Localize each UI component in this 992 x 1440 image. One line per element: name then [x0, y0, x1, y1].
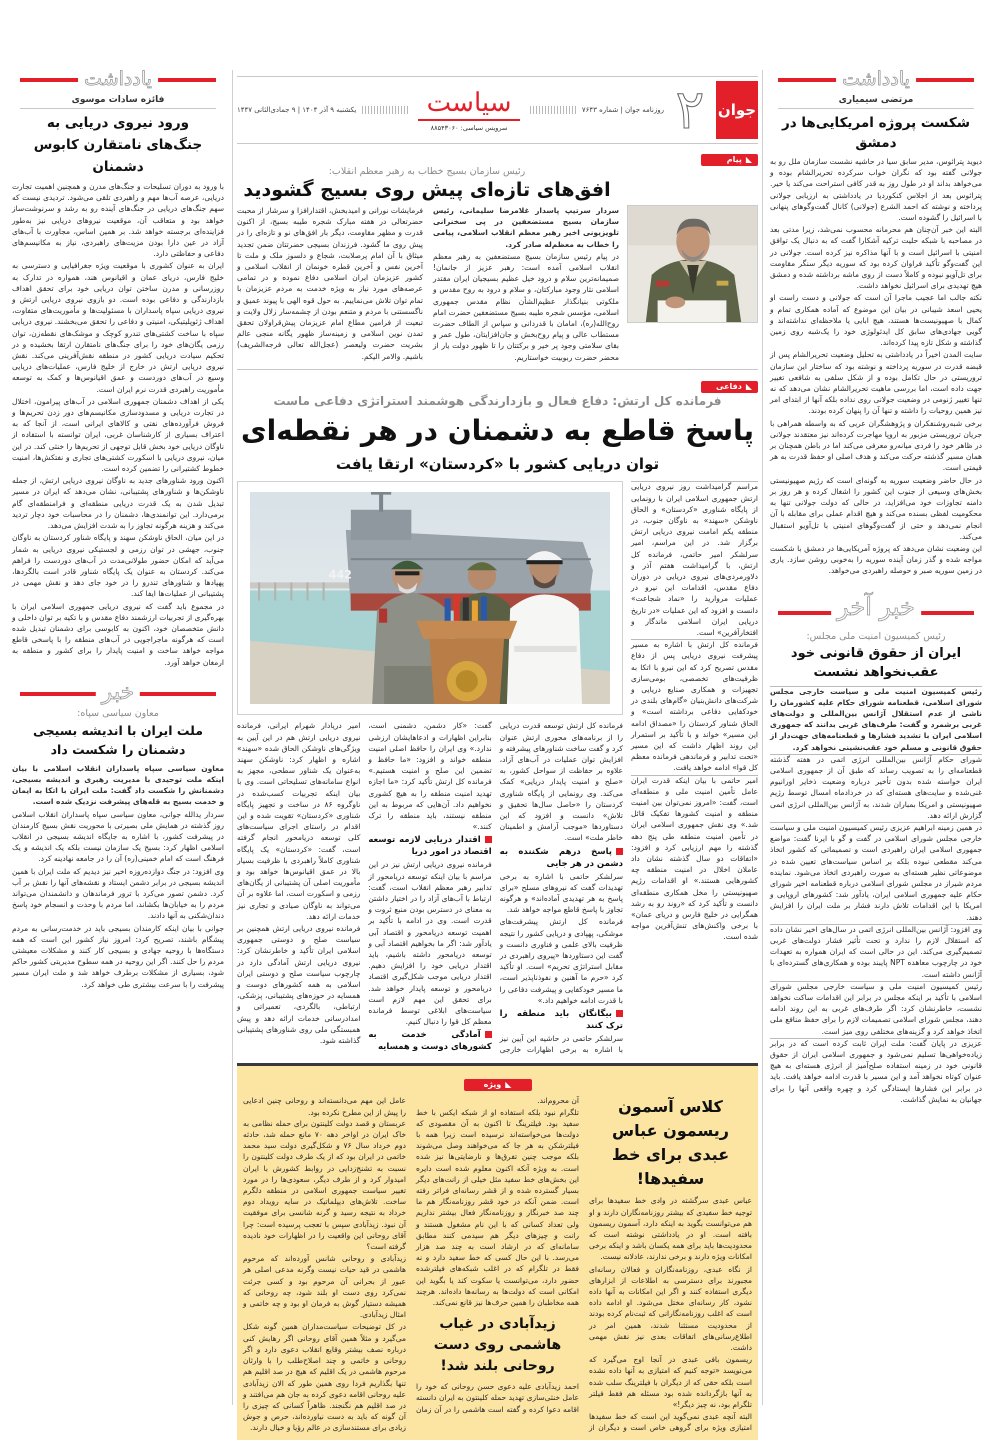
main-below-columns: [237, 720, 623, 1055]
paragraph: احمد زیدآبادی علیه دعوی حسن روحانی که خود را عامل خنثی‌سازی تهدید حمله کلینتون به ایران دانسته اقامه دعوا کرده و گفته است هاشمی را در آن زمان عامل این مهم می‌دانسته‌اند و روحانی چنین ادعایی را پیش از این مطرح نکرده بود.: [243, 1096, 579, 1414]
paragraph: در پیام رئیس سازمان بسیج مستضعفین به رهبر معظم انقلاب اسلامی آمده است: رهبر عزیز از جانمان! صمیمانه‌ترین سلام و درود خیل عظیم بسیجیان ایران مقتدر اسلامی نثار وجود مبارکتان، و سلام و درود به روح مقدس و ملکوتی بنیانگذار عظیم‌الشأن نظام مقدس جمهوری اسلامی، مؤسس شجره طیبه بسیج مستضعفین حضرت امام روح‌الله(ره)، امامان با قدردانی و سپاس از الطاف حضرت مستطاب عالی و پیام روح‌بخش و جان‌افزایتان، طول عمر و بقای سلامتی وجود پر خیر و برکتتان را تا ظهور دولت یار از محضر حضرت ربوبیت خواستاریم.: [433, 251, 619, 362]
arrow-icon: ◣: [745, 155, 752, 164]
section-label: یادداشت: [836, 66, 916, 92]
tag-label: پیام: [726, 155, 742, 164]
section-label: خبر: [96, 680, 140, 706]
portrait-image: [628, 206, 757, 322]
right-note-body: [770, 156, 982, 577]
subheading: بیگانگان باید منطقه را ترک کنند: [499, 1009, 623, 1032]
paragraph: تلگرام نبود بلکه استفاده او از شبکه ایکس با خط سفید بود. فیلترینگ تا اکنون به آن مقصودی که دولت‌ها می‌خواسته‌اند نرسیده است زیرا همه با فیلترشکن به هر جا که می‌خواهند وصل می‌شوند بلکه موجب چنین تفرق‌ها و نارضایتی‌ها نیز شده است. به ویژه آنکه اکنون معلوم شده است دایره این بخش‌های خط سفید مثل خیلی از رانت‌های دیگر بسیار گسترده شده و از قشر رسانه‌ای فراتر رفته است. ضمن آنکه در خود قشر روزنامه‌نگار هم ما چند صد خبرنگار و روزنامه‌نگار فعال بیشتر نداریم ولی تعداد کسانی که با این نام مشغول هستند و رانت و چیزهای دیگر هم سیدمی کنند مطابق سامانه‌ای که در ارشاد است به چند صد هزار می‌رسد. با این حال کسی که خط سفید دارد و نه فقط در تلگرام که در اغلب شبکه‌های فیلترشده حضور دارد، می‌توانست یا سکوت کند یا بگوید این امکانی است که دولت‌ها به رسانه‌ها داده‌اند. هرچند همه مخاطبان را همین حرف‌ها نیز قانع نمی‌کند.: [416, 1107, 579, 1308]
column-divider: [232, 70, 233, 1405]
special-story-1-continued: [416, 1107, 579, 1309]
paragraph: برخی شبه‌روشنفکران و پژوهشگران عربی که به واسطه همراهی با جریان تروریستی مزبور به اروپا مهاجرت کرده‌اند نیز معتقدند جولانی در ظاهر خود را فردی میانه‌رو معرفی می‌کند اما در باطن همچنان بر همان مسیر گذشته حرکت می‌کند و هدف اصلی او حفظ قدرت به هر قیمتی است.: [770, 418, 982, 473]
section-label: خبر آخر: [831, 589, 921, 625]
left-news-body: [12, 763, 224, 990]
issue-info: روزنامه جوان | شماره ۷۶۴۳: [581, 106, 664, 114]
masthead: [237, 76, 758, 144]
main-kicker: فرمانده کل ارتش: دفاع فعال و بازدارندگی هوشمند استراتژی دفاعی ماست: [273, 394, 722, 409]
paragraph: در این میان، الحاق ناوشکن سهند و پایگاه شناور کردستان به ناوگان جنوب، جهشی در توان رزمی و لجستیکی نیروی دریایی به شمار می‌آید که امکان حضور طولانی‌مدت در آب‌های دوردست را فراهم می‌کند. کردستان به عنوان یک پایگاه شناور قادر است بالگردها، پهپادها و شناورهای تندرو را در خود جای دهد و نقش مهمی در پشتیبانی از عملیات‌ها ایفا کند.: [12, 533, 224, 599]
lead-paragraph: رئیس کمیسیون امنیت ملی و سیاست خارجی مجلس شورای اسلامی، قطعنامه شورای حکام علیه کشورمان را ناشی از عدم استقلال آژانس بین‌المللی و دولت‌های غربی برشمرد و گفت: طرف‌های غربی بدانند که جمهوری اسلامی ایران با تشدید فشارها و قطعنامه‌های جهت‌دار از حقوق قانونی و مسلم خود عقب‌نشینی نخواهد کرد.: [770, 686, 982, 752]
paragraph: در حال حاضر وضعیت سوریه به گونه‌ای است که رژیم صهیونیستی بخش‌های وسیعی از جنوب این کشور را اشغال کرده و هر روز بر دامنه تجاوزات خود می‌افزاید، در حالی که دولت جولانی تنها به محکومیت لفظی بسنده می‌کند و هیچ اقدام عملی برای مقابله با آن انجام نمی‌دهد و حتی از گفت‌وگوهای امنیتی با تل‌آویو استقبال می‌کند.: [770, 475, 982, 541]
special-box: [237, 1063, 758, 1439]
special-headline-1: کلاس آسمون ریسمون عباس عبدی برای خط سفیدها!: [611, 1097, 730, 1189]
paragraph: شورای حکام آژانس بین‌المللی انرژی اتمی در هفته گذشته قطعنامه‌ای را به تصویب رساند که طبق آن از جمهوری اسلامی ایران خواسته شده بدون تأخیر درباره وضعیت ذخایر اورانیوم غنی‌شده و سایت‌های هسته‌ای که در خردادماه امسال توسط رژیم صهیونیستی و امریکا بمباران شدند، به آژانس بین‌المللی انرژی اتمی گزارش ارائه دهد.: [770, 754, 982, 820]
lead-paragraph: سردار سرتیپ پاسدار غلامرضا سلیمانی، رئیس سازمان بسیج مستضعفین در پی سخنرانی تلویزیونی اخیر رهبر معظم انقلاب اسلامی، پیامی را خطاب به معظم‌له صادر کرد.: [433, 206, 619, 249]
leader-photo: [627, 205, 758, 323]
arrow-icon: ◣: [745, 382, 752, 392]
right-news-kicker: رئیس کمیسیون امنیت ملی مجلس:: [806, 630, 946, 642]
right-note-headline: شکست پروژه امریکایی‌ها در دمشق: [781, 115, 971, 151]
paragraph: امیر حاتمی با بیان اینکه قدرت ایران عامل تأمین امنیت ملی و منطقه‌ای است، گفت: «امروز نمی‌توان بین امنیت منطقه و امنیت کشورها تفکیک قائل شد.» وی نقش جمهوری اسلامی ایران در تأمین امنیت منطقه طی پنج دهه گذشته را مهم ارزیابی کرد و افزود: «اتفاقات دو سال گذشته نشان داد عاملان اخلال در امنیت منطقه چه کشورهایی هستند.» او اقدامات رژیم صهیونیستی را مخل همکاری منطقه‌ای دانست و تأکید کرد که «روند رو به رشد همگرایی در خلیج فارس و دریای عمان» با برخی واکنش‌های تنش‌آفرین مواجه شده است.: [631, 775, 758, 942]
paragraph: در همین زمینه ابراهیم عزیزی رئیس کمیسیون امنیت ملی و سیاست خارجی مجلس شورای اسلامی در گفت و گو با ایرنا گفت: مواضع جمهوری اسلامی ایران راهبردی است و تصمیماتی که کشور اتخاذ می‌کند مقطعی نبوده بلکه بر اساس سیاست‌های تعیین شده در موضوعاتی نظیر هسته‌ای به صورت راهبردی اتخاذ می‌شود. نماینده مردم شیراز در مجلس شورای اسلامی درباره قطعنامه اخیر شورای حکام علیه جمهوری اسلامی ایران، یادآور شد: کشورهای اروپایی و امریکا با این اقدامات تلاش دارند فشار بر ملت ایران را افزایش دهند.: [770, 822, 982, 922]
section-logo: [414, 87, 524, 133]
paragraph: سردار یدالله جوانی، معاون سیاسی سپاه پاسداران انقلاب اسلامی روز گذشته در همایش ملی بصیرتی با محوریت نقش بسیج کارمندان در پیشرفت کشور، با اشاره به جایگاه اندیشه بسیجی در انقلاب اسلامی اظهار کرد: بسیج یک سازمان نیست بلکه یک اندیشه و یک فرهنگ است که امام خمینی(ره) آن را در جامعه نهادینه کرد.: [12, 809, 224, 864]
decorative-bars: [362, 106, 408, 114]
paragraph: عباس عبدی سرگشته در وادی خط سفیدها برای توجیه خط سفیدی که بیشتر روزنامه‌نگاران دارند و او هم می‌توانست بگوید به اینکه دارد، آسمون ریسمون بافته است. او در یادداشتی نوشته است که محدودیت‌ها باید برای همه یکسان باشد و اینکه برخی امکانات ویژه دارند و برخی ندارند، عادلانه نیست.: [589, 1196, 752, 1262]
issue-date: یکشنبه ۹ آذر ۱۴۰۴ | ۹ جمادی‌الثانی ۱۴۴۷: [237, 106, 357, 114]
paragraph: با ورود به دوران تسلیحات و جنگ‌های مدرن و همچنین اهمیت تجارت دریایی، عرصه آب‌ها مهم و راهبردی تلقی می‌شود. تردیدی نیست که سهم جنگ‌های دریایی در جنگ‌های آینده رو به رشد و سرنوشت‌ساز خواهد بود و متعاقب آن، موقعیت نیروهای دریایی نیز به‌طور فزاینده‌ای برجسته خواهد شد. بر همین اساس، مجاورت با آب‌های آزاد در عین دارا بودن مزیت‌های راهبردی، نیاز به مکانیسم‌های دفاعی و حفاظتی دارد.: [12, 182, 224, 259]
lead-paragraph: معاون سیاسی سپاه پاسداران انقلاب اسلامی با بیان اینکه ملت توحیدی با مدیریت رهبری و اندیشه بسیجی، دشمنانش را شکست داد گفت: ملت ایران با اتکا به ایمان و خدمت بسیج به قله‌های پیشرفت نزدیک شده است.: [12, 763, 224, 807]
navy-ceremony-photo: [237, 481, 623, 715]
main-side-column: [631, 481, 758, 943]
paragraph: سرلشکر حاتمی در حاشیه این آیین نیز با اشاره به برخی اظهارات خارجی گفت: «کار دشمن، دشمنی است، بنابراین اظهارات و ادعاهایشان ارزشی ندارد.» وی ایران را حافظ اصلی امنیت منطقه خواند و افزود: «ما حافظ و تضمین این صلح و امنیت هستیم.» فرمانده کل ارتش تأکید کرد: «ما اجازه تهدید امنیت منطقه را به هیچ کشوری نخواهیم داد. آن‌هایی که مربوط به این منطقه نیستند، باید منطقه را ترک کنند.»: [368, 721, 623, 1055]
special-headline-2: زیدآبادی در غیاب هاشمی روی دست روحانی بلند شد!: [433, 1316, 562, 1375]
left-note-header: [8, 66, 228, 92]
paragraph: جوانی با بیان اینکه کارمندان بسیجی باید در خدمت‌رسانی به مردم پیشگام باشند، تصریح کرد: امروز نیاز کشور این است که همه دستگاه‌ها با روحیه جهادی و بسیجی کار کنند و مشکلات معیشتی مردم را حل کنند. اگر این روحیه در همه سطوح مدیریتی کشور حاکم شود، بسیاری از مشکلات برطرف خواهد شد و ملت ایران مسیر پیشرفت را با سرعت بیشتری طی خواهد کرد.: [12, 923, 224, 989]
main-subheadline: توان دریایی کشور با «کردستان» ارتقا یافت: [335, 455, 660, 474]
paragraph: فرمانده کل ارتش پیشرفت‌های موشکی، پهپادی و دریایی کشور را نتیجه ظرفیت بالای علمی و فناوری دانست و گفت این دستاوردها «پیروی راهبردی در مقابل استراتژی تحریم» است. او تأکید کرد «حرم ما آهنین و نفوذناپذیر است، ما مسیر خودکفایی و پیشرفت دفاعی را با قدرت ادامه خواهیم داد.»: [499, 917, 623, 1005]
paragraph: سرلشکر حاتمی با اشاره به برخی تهدیدات گفت که نیروهای مسلح «برای پاسخ به هر تهدیدی آماده‌اند» و هرگونه تجاوز با پاسخ قاطع مواجه خواهد شد.: [499, 871, 623, 915]
paragraph: وی افزود: آژانس بین‌المللی انرژی اتمی در سال‌های اخیر نشان داده که استقلال لازم را ندارد و تحت تأثیر فشار دولت‌های غربی تصمیم‌گیری می‌کند. این در حالی است که ایران همواره به تعهدات خود در چارچوب معاهده NPT پایبند بوده و همکاری‌های گسترده‌ای با آژانس داشته است.: [770, 924, 982, 979]
main-article: [237, 370, 758, 1055]
basij-body: [237, 205, 619, 363]
paragraph: رئیس کمیسیون امنیت ملی و سیاست خارجی مجلس شورای اسلامی با تأکید بر اینکه مجلس در برابر این اقدامات ساکت نخواهد نشست، خاطرنشان کرد: اگر طرف‌های غربی به این روند ادامه دهند، مجلس شورای اسلامی تصمیمات لازم را برای حفظ منافع ملی اتخاذ خواهد کرد و گزینه‌های مختلفی روی میز است.: [770, 981, 982, 1036]
left-note-body: [12, 181, 224, 668]
paragraph: ریسمون بافی عبدی در آنجا اوج می‌گیرد که می‌نویسد «توجه کنیم که امتیازی به آنها داده نشده است بلکه حقی که از دیگران با فیلترینگ سلب شده به آنها بازگردانده شده بود مسئله هم فقط فیلتر تلگرام بود، نه چیز دیگر!»: [589, 1355, 752, 1410]
main-headline: پاسخ قاطع به دشمنان در هر نقطه‌ای: [240, 414, 755, 448]
paragraph: فرمانده کل ارتش با اشاره به مسیر پیشرفت نیروی دریایی پس از دفاع مقدس تصریح کرد که این نیرو با اتکا به ظرفیت‌های تخصصی، بومی‌سازی تجهیزات و همکاری صنایع دریایی و شرکت‌های دانش‌بنیان «گام‌های بلندی در خودکفایی دفاعی برداشته است» و الحاق شناور کردستان را «مصداق ادامه این مسیر» خواند و با تأکید بر استمرار این روند اظهار داشت که این مسیر «تحت تدابیر و فرماندهی فرمانده معظم کل قوا» ادامه خواهد یافت.: [631, 640, 758, 773]
section-tag: [701, 154, 758, 166]
left-sidebar: [8, 66, 228, 991]
divider: [778, 108, 974, 109]
paragraph: دیوید پترائوس، مدیر سابق سیا در حاشیه نشست سازمان ملل رو به جولانی گفته بود که نگران خواب سرکرده تحریرالشام بوده و می‌خواهد بداند او در طول روز به قدر کافی استراحت می‌کند یا خیر. پترائوس بعد از اجلاس کنکوردیا در یادداشتی به ارزیابی جولانی پرداخته و نوشته که احمد الشرع (جولانی) کانال گفت‌وگوهای پنهانی با اسرائیل را گشوده است.: [770, 157, 982, 223]
paragraph: مراسم گرامیداشت روز نیروی دریایی ارتش جمهوری اسلامی ایران با رونمایی از پایگاه شناوری «کردستان» و الحاق ناوشکن «سهند» به ناوگان جنوب، در منطقه یکم امامت نیروی دریایی ارتش برگزار شد. در این مراسم، امیر سرلشکر امیر حاتمی، فرمانده کل ارتش، با گرامیداشت هفتم آذر و دلاورمردی‌های نیروی دریایی در دوران دفاع مقدس، اقدامات این نیرو در عملیات مروارید را «نماد شجاعت» دانست و افزود که این عملیات «در تاریخ دریایی ایران اسلامی ماندگار و افتخارآفرین» است.: [631, 482, 758, 637]
paragraph: وی افزود: در جنگ دوازده‌روزه اخیر نیز دیدیم که ملت ایران با همین اندیشه بسیجی در برابر دشمن ایستاد و نقشه‌های آنها را نقش بر آب کرد. دشمن تصور می‌کرد با ترور فرماندهان و دانشمندان می‌تواند مردم را به خیابان‌ها بکشاند، اما مردم با وحدت و انسجام خود پاسخ دندان‌شکنی به آنها دادند.: [12, 866, 224, 921]
main-side-continued: [500, 720, 623, 915]
decorative-bars: [530, 106, 576, 114]
basij-headline: افق‌های تازه‌ای پیش روی بسیج گشودید: [243, 179, 611, 201]
paragraph: البته این خبر آن‌چنان هم محرمانه محسوب نمی‌شد، زیرا مدتی بعد در مصاحبه با شبکه حلیت ترکیه آشکارا گفت که به دنبال یک توافق امنیتی با اسرائیل است و با آنها مذاکره نیز کرده است. جولانی در این گفت‌وگو تأکید فراوان کرده بود که سوریه دیگر سنگر مقاومت برای تل‌آویو نبوده و کاملاً دست از روی ماشه برداشته شده و دمشق هیچ تهدیدی برای اسرائیل نخواهد داشت.: [770, 225, 982, 291]
paragraph: این وضعیت نشان می‌دهد که پروژه آمریکایی‌ها در دمشق با شکست مواجه شده و گذر زمان آینده سوریه را به‌خوبی روشن سازد. یاری در زمین سوریه صبر و حوصله راهبردی می‌خواهد.: [770, 543, 982, 576]
subheading: پاسخ درهم شکننده به دشمن در هر جایی: [499, 846, 623, 869]
paragraph: در کل توضیحات سیاست‌مداران همین گونه شکل می‌گیرد و مثلاً همین آقای روحانی اگر رهایش کنی درباره نصف بیشتر وقایع انقلاب دعوی دارد و اگر روحانی و خاتمی و چند اصلاح‌طلب را با وارثان مرحوم هاشمی در یک اقلیم که هیچ در صد اقلیم هم تنها بگذاریم فردا روی همین طور که الان زیدآبادی علیه روحانی اقامه دعوی کرده به جان هم می‌افتند و در صد اقلیم هم نگنجند. ظاهراً کسانی که چیزی را آن گونه که باید به دست نیاورده‌اند، حرص و جوش زیادی برای مستندسازی در عالم رؤیا و خیال دارند.: [243, 1322, 406, 1433]
author-name: فائزه سادات موسوی: [71, 95, 165, 105]
paragraph: ایران به عنوان کشوری با موقعیت ویژه جغرافیایی و دسترسی به خلیج فارس، دریای عمان و اقیانوس هند، همواره در تدارک به روزرسانی و مدرن ساختن توان دریایی خود برای تحقق اهداف بازدارندگی و دفاعی بوده است. دو بازوی نیروی دریایی ارتش و نیروی دریایی سپاه پاسداران با مسئولیت‌ها و مأموریت‌های متفاوت، اهداف ژئوپلیتیکی، امنیتی و دفاعی را تحقق می‌بخشند. نیروی دریایی سپاه با ساخت کشتی‌های تندرو کوچک و موشک‌های نقطه‌زن، توان رزمی یگان‌های خود را برای جنگ‌های نامتقارن ارتقا بخشیده و در تحکیم سیادت دریایی کشور در منطقه نقش‌آفرینی می‌کند. نقش نیروی دریایی ارتش در خارج از خلیج فارس، عملیات‌های دریایی وسیع در آب‌های دوردست و عمق اقیانوس‌ها و کمک به توسعه مأموریت راهبردی قدرت نرم ایران است.: [12, 261, 224, 394]
paragraph: فرمانده نیروی دریایی ارتش نیز در این مراسم با بیان اینکه توسعه دریامحور از تدابیر رهبر معظم انقلاب است، گفت: ارتباط با آب‌های آزاد را در اختیار داشتن به معنای در دسترس بودن منبع ثروت و قدرت است. وی در ادامه با تأکید بر اهمیت توسعه دریامحور و اقتصاد آبی یادآور شد: اگر ما بخواهیم اقتصاد آبی و توسعه دریامحور داشته باشیم، باید اقتدار دریایی خود را افزایش دهیم. اقتدار دریایی موجب شکل‌گیری اقتصاد دریامحور و توسعه پایدار خواهد شد. برای تحقق این مهم لازم است سیاست‌های ابلاغی توسط فرمانده معظم کل قوا را دنبال کنیم.: [368, 860, 492, 1027]
section-label: یادداشت: [78, 66, 158, 92]
right-news-headline: ایران از حقوق قانونی خود عقب‌نخواهد نشست: [790, 645, 962, 680]
paragraph: زیدآبادی و روحانی شانس آورده‌اند که مرحوم هاشمی در قید حیات نیست وگرنه مدعی اصلی هر عبور از بحرانی آن مرحوم بود و کسی جرئت نمی‌کرد روی دست او بلند شود، چه روحانی که همیشه دستیار گوش به فرمان او بود و چه خاتمی و امثال زیدآبادی.: [243, 1254, 406, 1320]
left-note-headline: ورود نیروی دریایی به جنگ‌های نامتقارن کابوس دشمنان: [33, 115, 203, 175]
newspaper-logo: [716, 81, 758, 139]
special-columns: [243, 1095, 752, 1433]
right-sidebar: [766, 66, 986, 1106]
ship-number: 442: [328, 568, 352, 582]
divider: [20, 108, 216, 109]
paragraph: سایت المدن اخیراً در یادداشتی به تحلیل وضعیت تحریرالشام پس از قبضه قدرت در سوریه پرداخته و نوشته بود که ساختار این سازمان تروریستی در حال تکامل بوده و از شکل سلفی به شافعی تغییر جهت داده است، اما بررسی ماهیت تحریرالشام نشان می‌دهد که نه تنها تغییر ژنومی در وضعیت جولانی روی نداده بلکه آنها از ابتدای امر نیز همین روحیات را داشته و تنها آن را پنهان کرده بودند.: [770, 350, 982, 416]
logo-flourish: [418, 119, 520, 121]
left-news-header: [8, 680, 228, 706]
special-story-3-body: [243, 1118, 406, 1434]
subheading: اقتدار دریایی لازمه توسعه اقتصاد در امور دریا: [368, 835, 492, 858]
basij-article: [237, 144, 758, 363]
paragraph: فرمانده نیروی دریایی ارتش همچنین بر سیاست صلح و دوستی جمهوری اسلامی ایران تأکید و خاطرنشان کرد: نیروی دریایی ارتش آمادگی دارد در چارچوب سیاست صلح و دوستی ایران اسلامی به همه کشورهای دوست و همسایه در حوزه‌های پشتیبانی، پزشکی، ارتباطی، بالگردی، تعمیراتی و امدادرسانی خدمات ارائه دهد و پیش همبستگی ملی روی شناورهای پشتیبانی گذاشته شود.: [237, 924, 361, 1046]
paragraph: در مجموع باید گفت که نیروی دریایی جمهوری اسلامی ایران با بهره‌گیری از تجربیات ارزشمند دفاع مقدس و با تکیه بر توان داخلی و دانش متخصصان خود، اکنون به کابوسی برای دشمنان تبدیل شده است که هرگونه ماجراجویی در آب‌های منطقه را با پاسخی قاطع مواجه خواهد ساخت و امنیت پایدار را برای کشور و منطقه به ارمغان خواهد آورد.: [12, 601, 224, 667]
paragraph: نکته جالب اما عجیب ماجرا آن است که جولانی و دست راست او یحیی اسعد شیبانی در بیان این موضوع که آماده همکاری تمام و کمال با صهیونیست‌ها هستند، هیچ ابایی یا ملاحظه‌ای نداشته‌اند و گویی جهادی‌های سابق کل ایدئولوژی خود را یک‌شبه روی زمین گذاشته و شکل تازه پیدا کرده‌اند.: [770, 293, 982, 348]
tag-label: دفاعی: [715, 382, 742, 392]
logo-text: جوان: [717, 101, 757, 119]
paragraph: عزیزی در پایان گفت: ملت ایران ثابت کرده است که در برابر زیاده‌خواهی‌ها تسلیم نمی‌شود و جمهوری اسلامی ایران از حقوق قانونی خود در زمینه استفاده صلح‌آمیز از انرژی هسته‌ای به هیچ عنوان کوتاه نخواهد آمد و این مسیر با قدرت ادامه خواهد یافت. باید در برابر این فشارها ایستادگی کرد و چهره واقعی آنها را برای جهانیان به نمایش گذاشت.: [770, 1038, 982, 1104]
center-column: [237, 76, 758, 1440]
paragraph: اکنون ورود شناورهای جدید به ناوگان نیروی دریایی ارتش، از جمله ناوشکن‌ها و شناورهای پشتیبانی، نشان می‌دهد که ایران در مسیر تبدیل شدن به یک قدرت دریایی منطقه‌ای و فرامنطقه‌ای گام برمی‌دارد. این توانمندی‌ها، دشمنان را در محاسبات خود دچار تردید می‌کند و هزینه هرگونه تجاوز را به شدت افزایش می‌دهد.: [12, 476, 224, 531]
paragraph: عربستان و قصد دولت کلینتون برای حمله نظامی به خاک ایران در اواخر دهه ۷۰ مانع حمله شد، حادثه دوم خرداد سال ۷۶ و شکل‌گیری دولت سید محمد خاتمی در ایران بود که از یک طرف دولت کلینتون را نسبت به تشنج‌زدایی در روابط کشورش با ایران امیدوار کرد و از طرف دیگر، سعودی‌ها را در مورد تغییر سیاست جمهوری اسلامی در منطقه دلگرم ساخت. تلاش‌های دیپلماتیک در سایه رویداد دوم خرداد به نتیجه رسید و گرنه شانسی برای موفقیت آن نبود. زیدآبادی سپس با تعجب پرسیده است: چرا آقای روحانی این واقعیت را در اظهارات خود نادیده گرفته است؟: [243, 1118, 406, 1252]
subheading: آمادگی خدمت به کشورهای دوست و همسایه: [368, 1030, 492, 1053]
paragraph: یکی از اهداف دشمنان جمهوری اسلامی در آب‌های پیرامون، اختلال در تجارت دریایی و مسدودسازی مکانیسم‌های دور زدن تحریم‌ها و فروش فرآورده‌های نفتی و کالاهای ایرانی است، از آنجا که به اعتراف بسیاری از کارشناسان غربی، ایران توانسته با استفاده از ناوگان دریایی خود بخش قابل توجهی از تحریم‌ها را خنثی کند. در این میان، نیروی دریایی با اسکورت کشتی‌های تجاری و نفتکش‌ها، امنیت خطوط کشتیرانی را تضمین کرده است.: [12, 396, 224, 474]
basij-kicker: رئیس سازمان بسیج خطاب به رهبر معظم انقلاب:: [328, 166, 526, 177]
paragraph: فرمایشات نورانی و امیدبخش، اقتدارافزا و سرشار از محبت حضرتعالی در هفته مبارک شجره طیبه بسیج، از اکنون قدرت و مظهر مقاومت، دیگر بار افق‌های نو و تازه‌ای را در پیش روی ما گشود. فرزندان بسیجی حضرتتان ضمن تجدید میثاق با آن امام پرصلابت، شجاع و دلسوز ملک و ملت تا آخرین نفس و آخرین قطره خونمان از انقلاب اسلامی و کشور عزیزمان ایران اسلامی دفاع نموده و در تمامی عرصه‌های مورد نیاز به ویژه خدمت به مردم عزیزمان با تمام توان تلاش می‌نماییم. به حول قوه الهی با پیوند عمیق و ناگسستنی با مردم و متنعم بودن از چشمه‌سار زلال ولایت و تبعیت از فرامین مطاع امام عزیزمان پیش‌قراولان تحقق تمدن نوین اسلامی و زمینه‌ساز ظهور یگانه منجی عالم بشریت حضرت ولیعصر (عجل‌الله تعالی فرجه‌الشریف) باشیم. والامر الیکم.: [237, 206, 423, 361]
left-news-headline: ملت ایران با اندیشه بسیجی دشمنان را شکست داد: [33, 722, 203, 757]
tag-label: ویژه: [483, 1080, 502, 1090]
paragraph: البته آنچه عبدی نمی‌گوید این است که خط سفیدها امتیازی ویژه برای گروهی خاص است و دیگران از آن محروم‌اند.: [537, 1096, 752, 1433]
paragraph: امیر دریادار شهرام ایرانی، فرمانده نیروی دریایی ارتش هم در این آیین به ویژگی‌های ناوشکن الحاق شده «سهند» اشاره و اظهار کرد: ناوشکن سهند به‌عنوان یک شناور سطحی، مجهز به انواع سامانه‌های تسلیحاتی است. وی با بیان اینکه تجربیات کسب‌شده در ناوگروه ۸۶ در ساخت و تجهیز پایگاه شناوری «کردستان» تقویت شده و این اقدام در راستای اجرای سیاست‌های کلی توسعه دریامحور انجام گرفته است، گفت: «کردستان» یک پایگاه شناوری کاملاً راهبردی با ظرفیت بسیار بالا در عمق اقیانوس‌ها خواهد بود و مأموریت اصلی آن پشتیبانی از یگان‌های رزمی و اسکورت است، اما علاوه بر آن می‌تواند به ناوگان صیادی و تجاری نیز خدمات ارائه دهد.: [237, 721, 361, 921]
section-tag: [701, 381, 758, 393]
section-title: سیاست: [426, 88, 512, 118]
right-news-header: [766, 589, 986, 627]
special-tag: [464, 1079, 532, 1091]
service-phone: سرویس سیاسی: ۸۸۵۴۳۰۶۰: [430, 124, 508, 132]
right-news-body: [770, 686, 982, 1106]
column-divider: [762, 70, 763, 1405]
ceremony-image: [250, 492, 610, 704]
page-number: ۲: [675, 78, 705, 141]
right-note-header: [766, 66, 986, 92]
paragraph: فرمانده کل ارتش توسعه قدرت دریایی را از برنامه‌های محوری ارتش عنوان کرد و گفت ساخت شناورهای پیشرفته و افزایش توان عملیات در آب‌های آزاد، علاوه بر حفاظت از سواحل کشور، به «صلح و امنیت پایدار دریایی» کمک می‌کند. وی رونمایی از پایگاه شناوری کردستان را «حاصل سال‌ها تحقیق و تلاش» دانست و افزود که این دستاوردها «موجب آرامش و اطمینان خاطر ملت» است.: [499, 721, 623, 843]
left-news-kicker: معاون سیاسی سپاه:: [77, 707, 159, 719]
paragraph: از نگاه عبدی، روزنامه‌نگاران و فعالان رسانه‌ای مجبورند برای دسترسی به اطلاعات از ابزارهای دیگری استفاده کنند و اگر این امکانات به آنها داده نشود، کار رسانه‌ای مختل می‌شود. او ادامه داده است که اغلب روزنامه‌نگارانی که ثبت‌نام کرده بودند از محدودیت مستثنا شدند، همین امر در اطلاع‌رسانی‌های اتفاقات بعدی نیز نقش مهمی داشت.: [589, 1264, 752, 1353]
arrow-icon: ◣: [505, 1080, 512, 1090]
author-name: مرتضی سیمیاری: [838, 95, 914, 105]
